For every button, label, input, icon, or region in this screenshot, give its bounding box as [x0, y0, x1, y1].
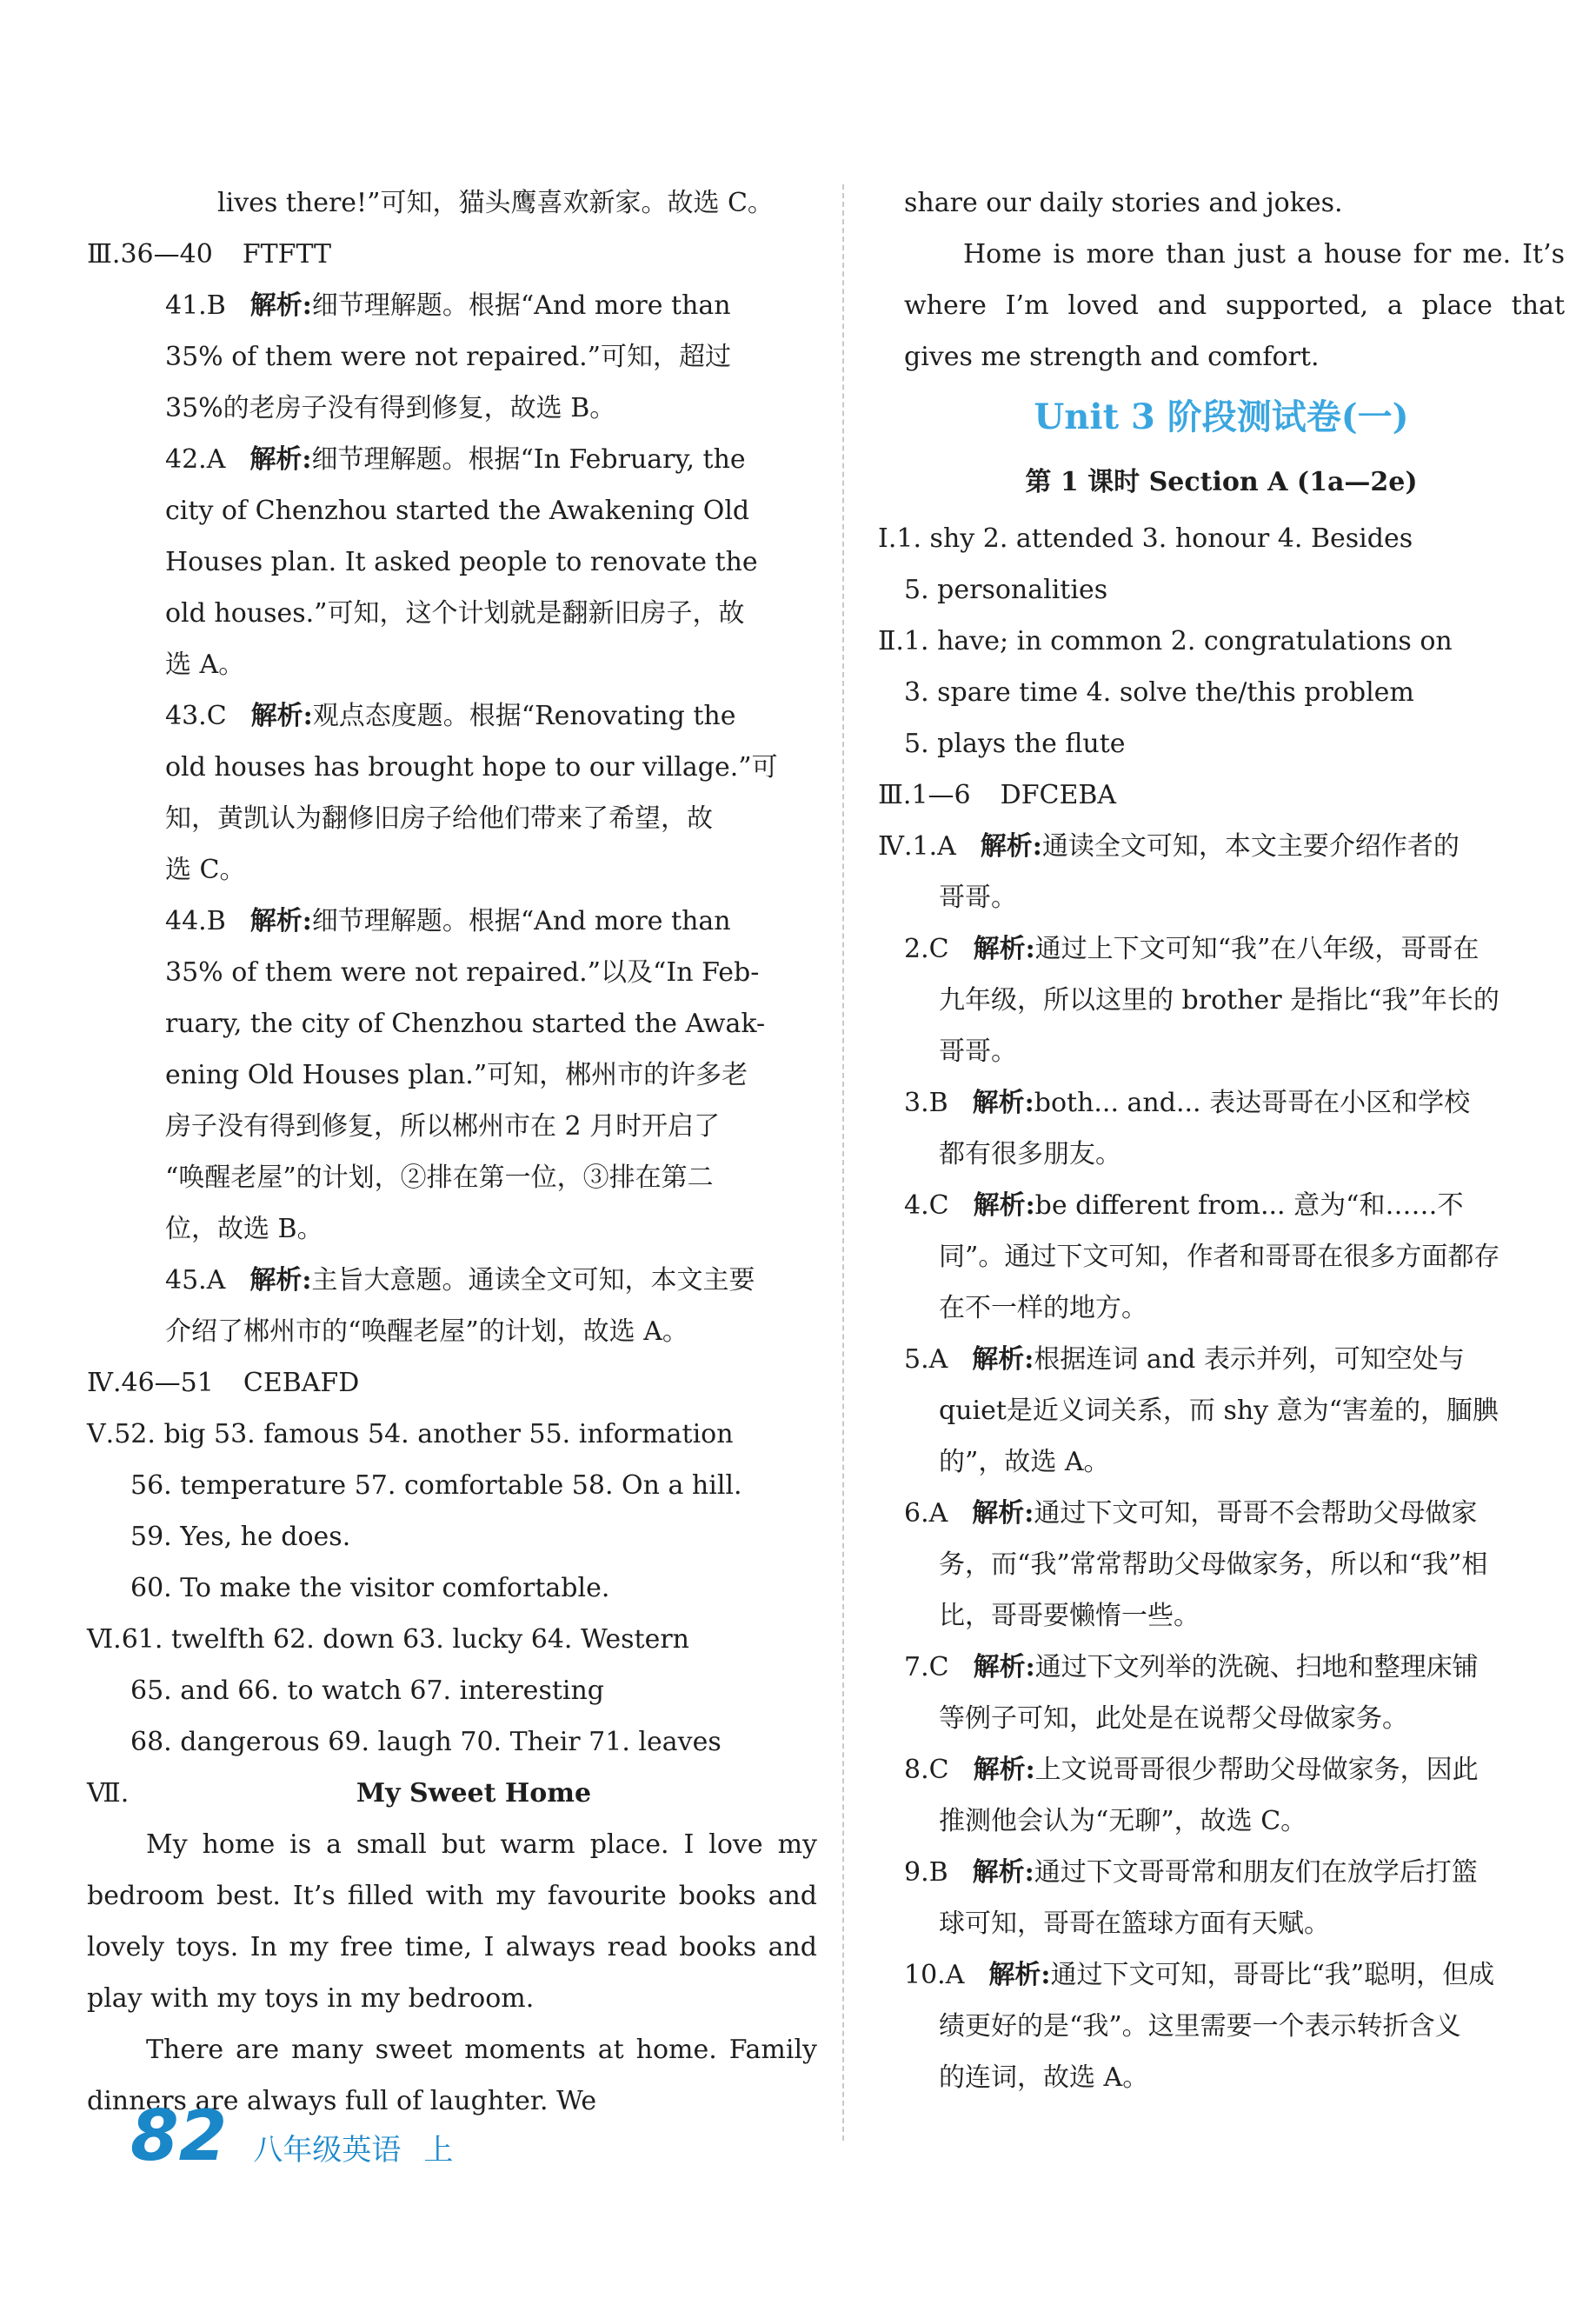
- answer-iv-9: 9.B 解析:通过下文哥哥常和朋友们在放学后打篮 球可知，哥哥在篮球方面有天赋。: [904, 1857, 1478, 1939]
- answer-iv-2: 2.C 解析:通过上下文可知“我”在八年级，哥哥在 九年级，所以这里的 brother 是指比“我”年长的 哥哥。: [904, 934, 1500, 1067]
- section-iv-answers: Ⅳ.46—51 CEBAFD: [87, 1368, 360, 1398]
- essay-continuation: share our daily stories and jokes.: [904, 188, 1343, 218]
- answer-iv-4: 4.C 解析:be different from... 意为“和……不 同”。通过下文可知，作者和哥哥在很多方面都存 在不一样的地方。: [904, 1190, 1500, 1323]
- page-footer: [130, 2095, 453, 2176]
- right-column: [878, 177, 1565, 2103]
- answer-44: 44.B 解析:细节理解题。根据“And more than 35% of them were not repaired.”以及“In Feb- ruary, the city of Chenzhou started the Awak- ening Old Houses plan.”可知，郴州市的许多老 房子没有得到修复，所以郴州市在 2 月时开启了 “唤醒老屋”的计划，②排在第一位，③排在第二 位，故选 B。: [165, 906, 766, 1244]
- section-title: 第 1 课时 Section A (1a—2e): [1025, 467, 1418, 497]
- book-volume: 上: [423, 2133, 454, 2168]
- book-title: 八年级英语: [253, 2133, 402, 2168]
- unit-title: Unit 3 阶段测试卷(一): [1034, 396, 1409, 437]
- answer-iv-10: 10.A 解析:通过下文可知，哥哥比“我”聪明，但成 绩更好的是“我”。这里需要一个表示转折含义 的连词，故选 A。: [904, 1960, 1495, 2093]
- answer-iv-7: 7.C 解析:通过下文列举的洗碗、扫地和整理床铺 等例子可知，此处是在说帮父母做家务。: [904, 1652, 1479, 1734]
- answer-iv-1: Ⅳ.1.A 解析:通读全文可知，本文主要介绍作者的 哥哥。: [878, 831, 1460, 913]
- essay-paragraph: There are many sweet moments at home. Family dinners are always full of laughter. We: [87, 2035, 817, 2116]
- section-iii-answers-right: Ⅲ.1—6 DFCEBA: [878, 780, 1117, 810]
- answer-iv-6: 6.A 解析:通过下文可知，哥哥不会帮助父母做家 务，而“我”常常帮助父母做家务，所以和“我”相 比，哥哥要懒惰一些。: [904, 1498, 1488, 1631]
- section-vi-answers: Ⅵ.61. twelfth 62. down 63. lucky 64. Western 65. and 66. to watch 67. interesting 68. dangerous 69. laugh 70. Their 71. leaves: [87, 1624, 722, 1757]
- essay-paragraph: My home is a small but warm place. I love my bedroom best. It’s filled with my favourite books and lovely toys. In my free time, I always read books and play with my toys in my bedroom.: [87, 1829, 817, 2014]
- essay-title: My Sweet Home: [356, 1778, 592, 1809]
- essay-paragraph: Home is more than just a house for me. It’s where I’m loved and supported, a place that gives me strength and comfort.: [904, 239, 1565, 372]
- section-iii-answers: Ⅲ.36—40 FTFTT: [87, 239, 332, 270]
- section-v-answers: Ⅴ.52. big 53. famous 54. another 55. information 56. temperature 57. comfortable 58. On a hill. 59. Yes, he does. 60. To make the visitor comfortable.: [87, 1419, 742, 1603]
- section-ii-answers: Ⅱ.1. have; in common 2. congratulations on 3. spare time 4. solve the/this problem 5. plays the flute: [878, 626, 1453, 759]
- column-divider: [842, 184, 844, 2141]
- answer-41: 41.B 解析:细节理解题。根据“And more than 35% of them were not repaired.”可知，超过 35%的老房子没有得到修复，故选 B。: [165, 290, 732, 423]
- text-line: lives there!”可知，猫头鹰喜欢新家。故选 C。: [217, 188, 774, 218]
- answer-iv-5: 5.A 解析:根据连词 and 表示并列，可知空处与 quiet是近义词关系，而 shy 意为“害羞的，腼腆 的”，故选 A。: [904, 1344, 1500, 1477]
- left-column: [87, 177, 817, 2127]
- page-number: 82: [130, 2095, 228, 2176]
- answer-43: 43.C 解析:观点态度题。根据“Renovating the old houses has brought hope to our village.”可 知，黄凯认为翻修旧房子给他们带来了希望，故 选 C。: [165, 701, 778, 885]
- answer-42: 42.A 解析:细节理解题。根据“In February, the city of Chenzhou started the Awakening Old Houses plan. It asked people to renovate the old houses.”可知，这个计划就是翻新旧房子，故 选 A。: [165, 444, 758, 680]
- answer-45: 45.A 解析:主旨大意题。通读全文可知，本文主要 介绍了郴州市的“唤醒老屋”的计划，故选 A。: [165, 1265, 755, 1347]
- section-vii-header: Ⅶ. My Sweet Home: [87, 1768, 817, 1819]
- section-i-answers: Ⅰ.1. shy 2. attended 3. honour 4. Besides 5. personalities: [878, 523, 1413, 605]
- answer-iv-3: 3.B 解析:both... and... 表达哥哥在小区和学校 都有很多朋友。: [904, 1088, 1471, 1169]
- answer-iv-8: 8.C 解析:上文说哥哥很少帮助父母做家务，因此 推测他会认为“无聊”，故选 C。: [904, 1755, 1479, 1836]
